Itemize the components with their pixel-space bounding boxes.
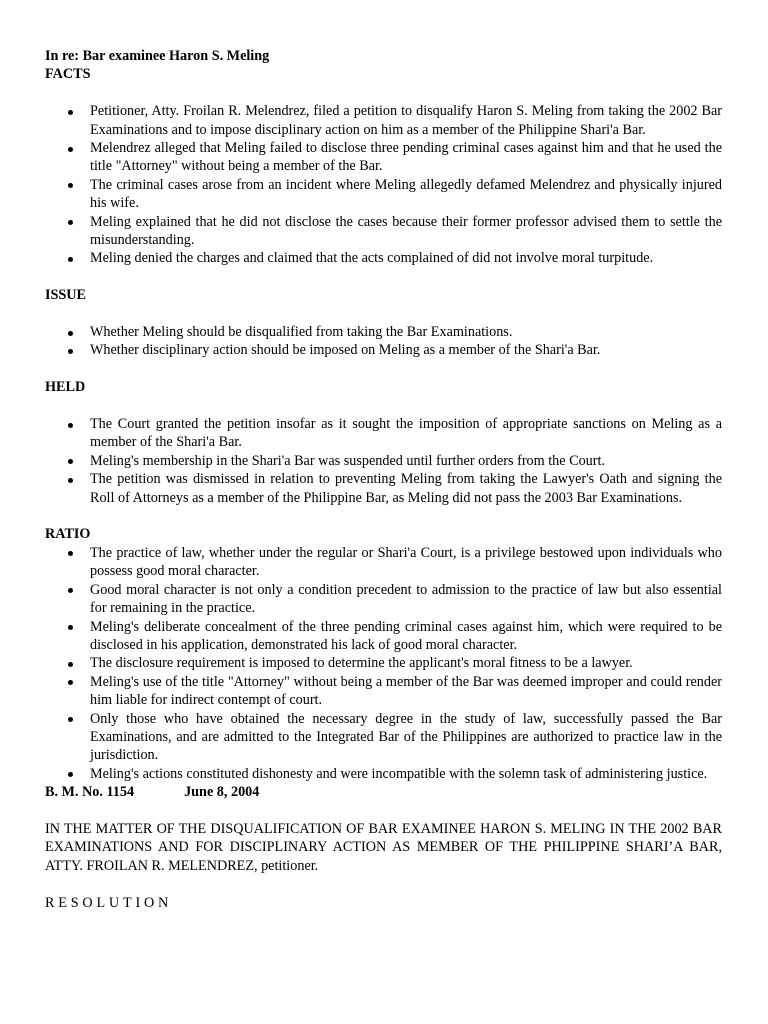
list-item: Meling's actions constituted dishonesty and were incompatible with the solemn task of administering justice. — [45, 765, 722, 783]
list-item: Meling's deliberate concealment of the three pending criminal cases against him, which were required to be disclosed in his application, demonstrated his lack of good moral character. — [45, 618, 722, 655]
list-item: The practice of law, whether under the regular or Shari'a Court, is a privilege bestowed upon individuals who possess good moral character. — [45, 544, 722, 581]
list-item: The Court granted the petition insofar as it sought the imposition of appropriate sanctions on Meling as a member of the Shari'a Bar. — [45, 415, 722, 452]
case-caption: IN THE MATTER OF THE DISQUALIFICATION OF BAR EXAMINEE HARON S. MELING IN THE 2002 BAR EXAMINATIONS AND FOR DISCIPLINARY ACTION AS MEMBER OF THE PHILIPPINE SHARI’A BAR, ATTY. FROILAN R. MELENDREZ, petitioner. — [45, 820, 722, 874]
case-number: B. M. No. 1154 — [45, 784, 135, 801]
resolution-heading: RESOLUTION — [45, 894, 173, 911]
ratio-list — [45, 544, 722, 783]
facts-heading: FACTS — [45, 66, 91, 83]
list-item: The petition was dismissed in relation to preventing Meling from taking the Lawyer's Oath and signing the Roll of Attorneys as a member of the Philippine Bar, as Meling did not pass the 2003 Bar Examinations. — [45, 470, 722, 507]
list-item: The criminal cases arose from an incident where Meling allegedly defamed Melendrez and physically injured his wife. — [45, 176, 722, 213]
held-list — [45, 415, 722, 507]
issue-heading: ISSUE — [45, 287, 87, 304]
list-item: Whether Meling should be disqualified from taking the Bar Examinations. — [45, 323, 722, 341]
issue-list — [45, 323, 722, 360]
ratio-heading: RATIO — [45, 526, 91, 543]
list-item: The disclosure requirement is imposed to determine the applicant's moral fitness to be a lawyer. — [45, 654, 722, 672]
document-title: In re: Bar examinee Haron S. Meling — [45, 48, 270, 64]
held-heading: HELD — [45, 379, 86, 396]
case-citation — [45, 783, 722, 801]
list-item: Only those who have obtained the necessary degree in the study of law, successfully passed the Bar Examinations, and are admitted to the Integrated Bar of the Philippines are authorized to practice law in the jurisdiction. — [45, 710, 722, 765]
list-item: Whether disciplinary action should be imposed on Meling as a member of the Shari'a Bar. — [45, 341, 722, 359]
case-date: June 8, 2004 — [184, 784, 260, 801]
list-item: Meling's membership in the Shari'a Bar was suspended until further orders from the Court. — [45, 452, 722, 470]
list-item: Meling explained that he did not disclose the cases because their former professor advised them to settle the misunderstanding. — [45, 213, 722, 250]
list-item: Melendrez alleged that Meling failed to disclose three pending criminal cases against him and that he used the title "Attorney" without being a member of the Bar. — [45, 139, 722, 176]
list-item: Meling's use of the title "Attorney" without being a member of the Bar was deemed improper and could render him liable for indirect contempt of court. — [45, 673, 722, 710]
list-item: Good moral character is not only a condition precedent to admission to the practice of law but also essential for remaining in the practice. — [45, 581, 722, 618]
list-item: Meling denied the charges and claimed that the acts complained of did not involve moral turpitude. — [45, 249, 722, 267]
list-item: Petitioner, Atty. Froilan R. Melendrez, filed a petition to disqualify Haron S. Meling from taking the 2002 Bar Examinations and to impose disciplinary action on him as a member of the Philippine Shari'a Bar. — [45, 102, 722, 139]
facts-list — [45, 102, 722, 268]
document-page — [45, 47, 722, 912]
